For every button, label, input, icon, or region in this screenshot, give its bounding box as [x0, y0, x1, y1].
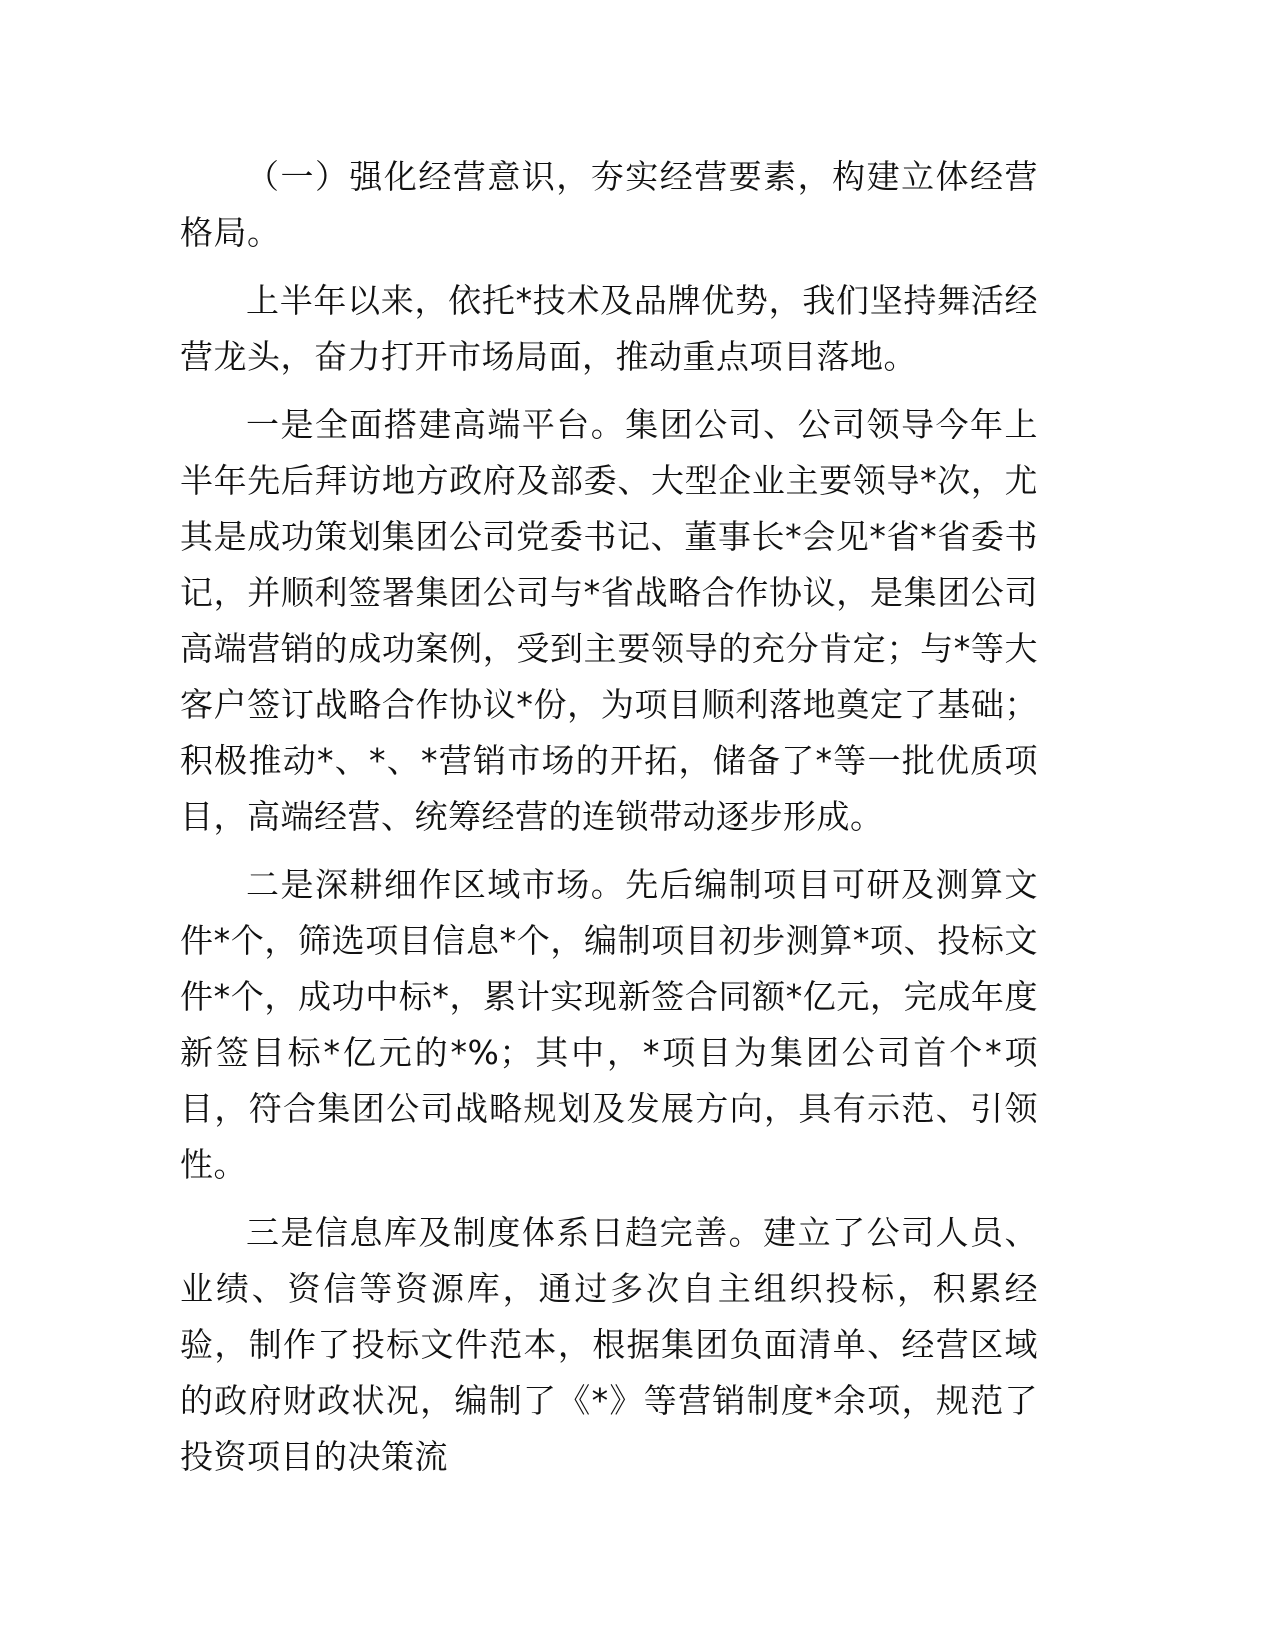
paragraph-regional-market: 二是深耕细作区域市场。先后编制项目可研及测算文件*个，筛选项目信息*个，编制项目初步测算*项、投标文件*个，成功中标*，累计实现新签合同额*亿元，完成年度新签目标*亿元的*%；其中，*项目为集团公司首个*项目，符合集团公司战略规划及发展方向，具有示范、引领性。: [180, 865, 1038, 1184]
section-heading: （一）强化经营意识，夯实经营要素，构建立体经营格局。: [180, 157, 1038, 252]
paragraph-high-end-platform: 一是全面搭建高端平台。集团公司、公司领导今年上半年先后拜访地方政府及部委、大型企业主要领导*次，尤其是成功策划集团公司党委书记、董事长*会见*省*省委书记，并顺利签署集团公司与*省战略合作协议，是集团公司高端营销的成功案例，受到主要领导的充分肯定；与*等大客户签订战略合作协议*份，为项目顺利落地奠定了基础；积极推动*、*、*营销市场的开拓，储备了*等一批优质项目，高端经营、统筹经营的连锁带动逐步形成。: [180, 405, 1038, 836]
document-body: [180, 149, 1038, 1497]
intro-paragraph: 上半年以来，依托*技术及品牌优势，我们坚持舞活经营龙头，奋力打开市场局面，推动重点项目落地。: [180, 281, 1038, 376]
paragraph-information-system: 三是信息库及制度体系日趋完善。建立了公司人员、业绩、资信等资源库，通过多次自主组织投标，积累经验，制作了投标文件范本，根据集团负面清单、经营区域的政府财政状况，编制了《*》等营销制度*余项，规范了投资项目的决策流: [180, 1213, 1038, 1476]
